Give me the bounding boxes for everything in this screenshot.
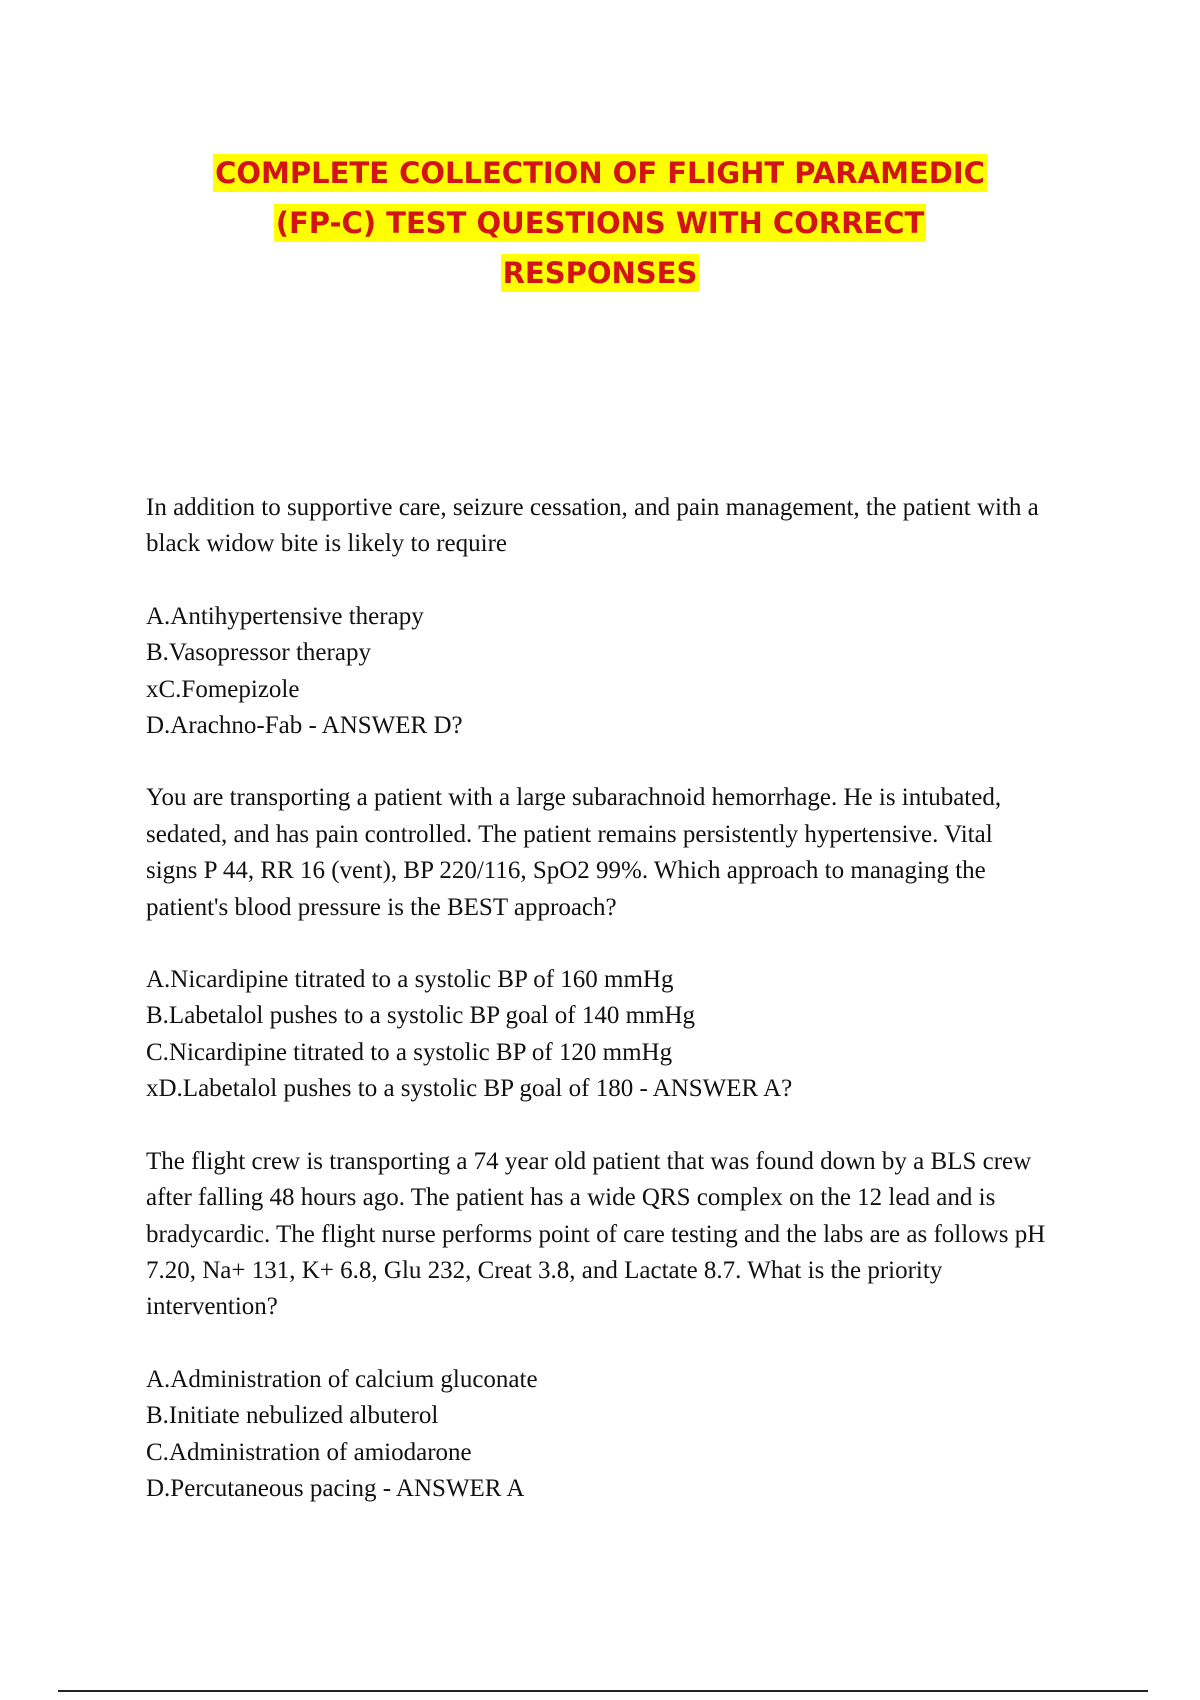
questions-section <box>146 490 1046 1543</box>
title-line <box>150 148 1050 198</box>
answer-option: A.Antihypertensive therapy <box>146 602 424 630</box>
title-line <box>150 248 1050 298</box>
footer-divider <box>58 1690 1148 1692</box>
answer-option: xC.Fomepizole <box>146 675 300 703</box>
title-line-text: RESPONSES <box>502 256 698 290</box>
answer-option: B.Initiate nebulized albuterol <box>146 1402 439 1430</box>
answer-option: xD.Labetalol pushes to a systolic BP goal of 180 - ANSWER A? <box>146 1075 793 1103</box>
question-1 <box>146 490 1046 744</box>
title-line <box>150 198 1050 248</box>
title-line-text: COMPLETE COLLECTION OF FLIGHT PARAMEDIC <box>215 156 985 190</box>
answer-option: B.Vasopressor therapy <box>146 639 371 667</box>
document-title <box>150 148 1050 298</box>
answer-option: B.Labetalol pushes to a systolic BP goal of 140 mmHg <box>146 1002 696 1030</box>
answer-option: C.Nicardipine titrated to a systolic BP of 120 mmHg <box>146 1038 673 1066</box>
answer-options <box>146 1362 1046 1508</box>
title-line-text: (FP-C) TEST QUESTIONS WITH CORRECT <box>275 206 925 240</box>
question-text: The flight crew is transporting a 74 year old patient that was found down by a BLS crew after falling 48 hours ago. The patient has a wide QRS complex on the 12 lead and is bradycardic. The flight nurse performs point of care testing and the labs are as follows pH 7.20, Na+ 131, K+ 6.8, Glu 232, Creat 3.8, and Lactate 8.7. What is the priority intervention? <box>146 1147 1046 1321</box>
answer-option: A.Administration of calcium gluconate <box>146 1365 538 1393</box>
question-text: You are transporting a patient with a large subarachnoid hemorrhage. He is intubated, sedated, and has pain controlled. The patient remains persistently hypertensive. Vital signs P 44, RR 16 (vent), BP 220/116, SpO2 99%. Which approach to managing the patient's blood pressure is the BEST approach? <box>146 784 1002 921</box>
answer-option: D.Percutaneous pacing - ANSWER A <box>146 1474 525 1502</box>
answer-options <box>146 599 1046 745</box>
answer-option: A.Nicardipine titrated to a systolic BP of 160 mmHg <box>146 966 674 994</box>
question-3 <box>146 1144 1046 1508</box>
question-text: In addition to supportive care, seizure cessation, and pain management, the patient with a black widow bite is likely to require <box>146 494 1039 558</box>
answer-option: C.Administration of amiodarone <box>146 1438 472 1466</box>
question-2 <box>146 780 1046 1107</box>
answer-options <box>146 962 1046 1108</box>
answer-option: D.Arachno-Fab - ANSWER D? <box>146 712 463 740</box>
